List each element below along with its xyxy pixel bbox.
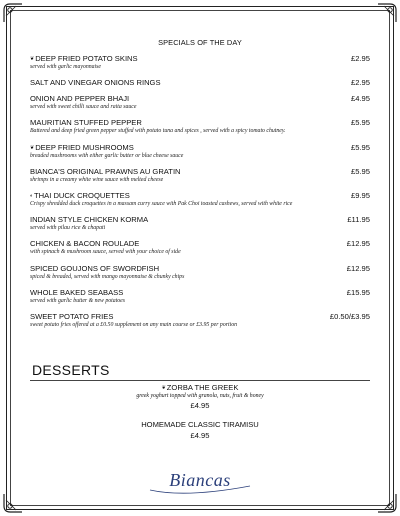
dessert-name: ZORBA THE GREEK [166, 383, 239, 392]
menu-item-name: SWEET POTATO FRIES [30, 312, 114, 322]
menu-item-description: Crispy shredded duck croquettes in a massam curry sauce with Pak Choi toasted cashews, served with white rice [30, 201, 293, 208]
menu-item-description: Battered and deep fried green pepper stuffed with potato tuna and spices , served with a spicy tomato chutney. [30, 128, 286, 135]
dessert-price: £4.95 [190, 401, 210, 410]
dessert-item [30, 420, 370, 440]
menu-item-price: £2.95 [350, 54, 370, 63]
menu-item [30, 312, 370, 329]
menu-item-price: £2.95 [350, 78, 370, 88]
menu-item-price: £12.95 [346, 239, 370, 249]
menu-item-name: ONION AND PEPPER BHAJI [30, 94, 130, 104]
restaurant-logo: Biancas [169, 470, 231, 490]
menu-item [30, 78, 370, 87]
menu-item-price: £0.50/£3.95 [329, 312, 370, 322]
menu-item-name: SALT AND VINEGAR ONIONS RINGS [30, 78, 161, 88]
menu-item [30, 118, 370, 135]
menu-item-name: BIANCA'S ORIGINAL PRAWNS AU GRATIN [30, 166, 181, 176]
menu-item-name: WHOLE BAKED SEABASS [30, 287, 124, 297]
menu-item [30, 288, 370, 305]
menu-item-description: with spinach & mushroom sauce, served with your choice of side [30, 249, 181, 256]
menu-item [30, 94, 370, 111]
specials-section [30, 38, 370, 336]
section-title: SPECIALS OF THE DAY [158, 38, 242, 47]
menu-item [30, 239, 370, 256]
menu-item-name: DEEP FRIED MUSHROOMS [35, 142, 134, 152]
menu-item [30, 143, 370, 160]
corner-ornament-icon [376, 2, 398, 24]
dessert-item [30, 383, 370, 410]
menu-item [30, 264, 370, 281]
leaf-icon: ❦ [30, 144, 35, 151]
menu-item-list [30, 54, 370, 329]
dessert-price: £4.95 [190, 431, 210, 440]
menu-item-description: breaded mushrooms with either garlic butter or blue cheese sauce [30, 152, 184, 159]
corner-ornament-icon [2, 492, 24, 514]
menu-item-name: CHICKEN & BACON ROULADE [30, 239, 140, 249]
leaf-icon: ❦ [30, 56, 35, 62]
menu-item [30, 191, 370, 208]
menu-item-name: INDIAN STYLE CHICKEN KORMA [30, 215, 149, 225]
menu-item-name: DEEP FRIED POTATO SKINS [35, 54, 138, 63]
dessert-description: greek yoghurt topped with granola, nuts, fruit & honey [136, 393, 264, 399]
menu-item-description: served with sweet chilli sauce and raita sauce [30, 104, 137, 111]
leaf-icon: ❦ [161, 385, 166, 391]
menu-item-price: £5.95 [350, 142, 370, 152]
dessert-name: HOMEMADE CLASSIC TIRAMISU [141, 420, 259, 429]
menu-item-price: £15.95 [346, 287, 370, 297]
menu-item-description: shrimps in a creamy white wine sauce with melted cheese [30, 176, 164, 183]
menu-item-description: spiced & breaded, served with mango mayonnaise & chunky chips [30, 273, 185, 280]
menu-item [30, 167, 370, 184]
corner-ornament-icon [376, 492, 398, 514]
menu-item-price: £12.95 [346, 263, 370, 273]
menu-item-description: sweet potato fries offered at a £0.50 supplement on any main course or £3.95 per portion [30, 322, 238, 329]
menu-item-price: £5.95 [350, 118, 370, 128]
menu-item-description: served with garlic mayonnaise [30, 64, 102, 70]
menu-item-price: £11.95 [347, 215, 370, 225]
menu-item-name: SPICED GOUJONS OF SWORDFISH [30, 263, 160, 273]
chilli-icon: ◐ [30, 193, 34, 200]
menu-item-description: served with pilau rice & chapati [30, 225, 106, 232]
menu-item-price: £4.95 [350, 94, 370, 104]
menu-item-price: £5.95 [350, 166, 370, 176]
menu-item [30, 54, 370, 71]
corner-ornament-icon [2, 2, 24, 24]
menu-item [30, 215, 370, 232]
menu-item-price: £9.95 [350, 191, 370, 201]
menu-item-name: THAI DUCK CROQUETTES [34, 191, 130, 201]
desserts-title: DESSERTS [32, 362, 110, 378]
menu-item-description: served with garlic butter & new potatoes [30, 297, 125, 304]
menu-item-name: MAURITIAN STUFFED PEPPER [30, 118, 142, 128]
desserts-divider [30, 380, 370, 381]
